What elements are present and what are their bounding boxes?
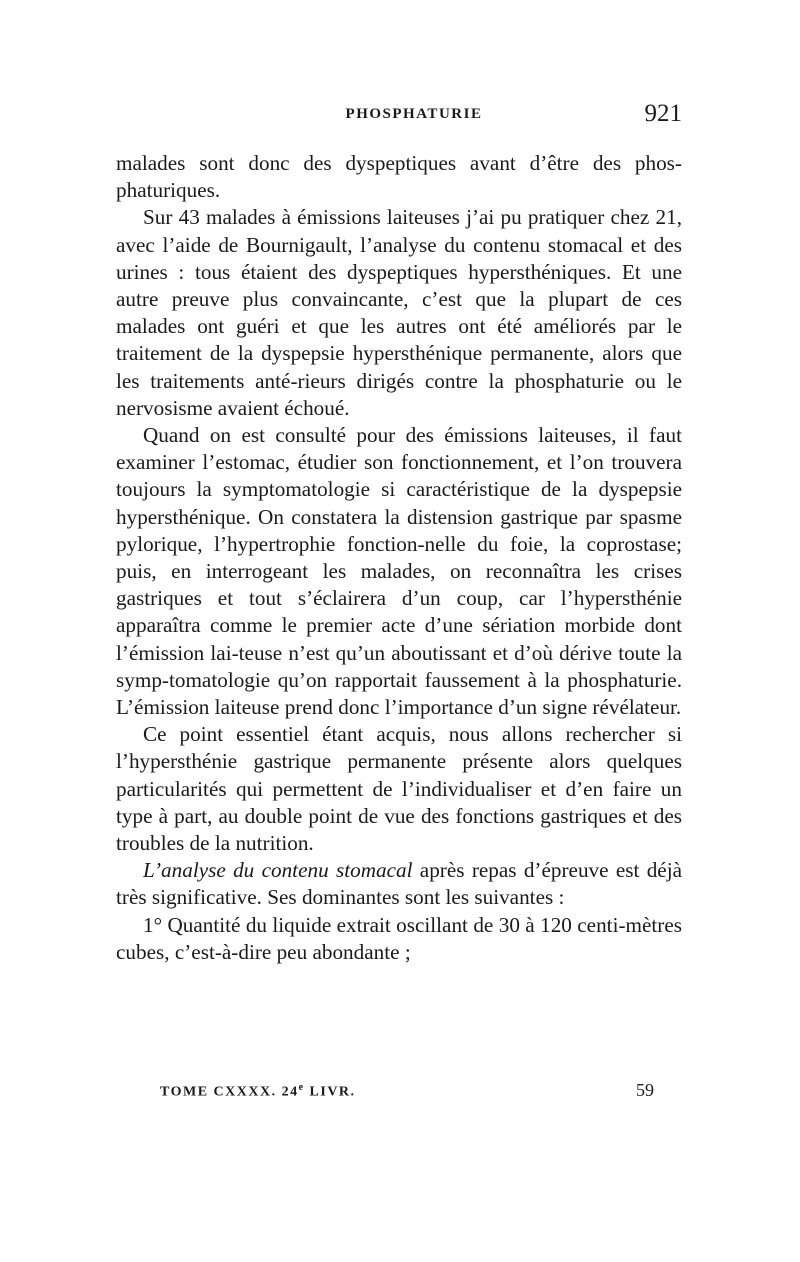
printer-signature: TOME CXXXX. 24e LIVR. [160, 1082, 356, 1100]
sheet-number: 59 [636, 1080, 654, 1100]
paragraph-4: Ce point essentiel étant acquis, nous allons rechercher si l’hypersthénie gastrique permanente présente alors quelques particularités qui permettent de l’individualiser et d’en faire un type à part, au double point de vue des fonctions gastriques et des troubles de la nutrition. [116, 722, 682, 856]
italic-lead: L’analyse du contenu stomacal [143, 858, 413, 883]
page-header [116, 100, 682, 140]
page-footer [116, 1082, 682, 1106]
page-number: 921 [644, 100, 682, 127]
paragraph-3: Quand on est consulté pour des émissions laiteuses, il faut examiner l’estomac, étudier son fonctionnement, et l’on trouvera toujours la symptomatologie si caractéristique de la dyspepsie hypersthénique. On constatera la distension gastrique par spasme pylorique, l’hypertrophie fonction-nelle du foie, la coprostase; puis, en interrogeant les malades, on reconnaîtra les crises gastriques et tout s’éclairera d’un coup, car l’hypersthénie apparaîtra comme le premier acte d’une sériation morbide dont l’émission lai-teuse n’est qu’un aboutissant et d’où dérive toute la symp-tomatologie qu’on rapportait faussement à la phosphaturie. L’émission laiteuse prend donc l’importance d’un signe révélateur. [116, 423, 682, 720]
paragraph-5 [116, 857, 682, 911]
paragraph-2: Sur 43 malades à émissions laiteuses j’ai pu pratiquer chez 21, avec l’aide de Bournigault, l’analyse du contenu stomacal et des urines : tous étaient des dyspeptiques hypersthéniques. Et une autre preuve plus convaincante, c’est que la plupart de ces malades ont guéri et que les autres ont été améliorés par le traitement de la dyspepsie hypersthénique permanente, alors que les traitements anté-rieurs dirigés contre la phosphaturie ou le nervosisme avaient échoué. [116, 205, 682, 420]
book-page [116, 100, 682, 1100]
running-head: PHOSPHATURIE [345, 106, 483, 122]
body-text [116, 150, 682, 966]
paragraph-6: 1° Quantité du liquide extrait oscillant de 30 à 120 centi-mètres cubes, c’est-à-dire peu abondante ; [116, 912, 682, 964]
paragraph-1: malades sont donc des dyspeptiques avant d’être des phos-phaturiques. [116, 151, 682, 203]
paragraph-5-rest: après repas d’épreuve est déjà très significative. Ses dominantes sont les suivantes : [116, 858, 682, 910]
